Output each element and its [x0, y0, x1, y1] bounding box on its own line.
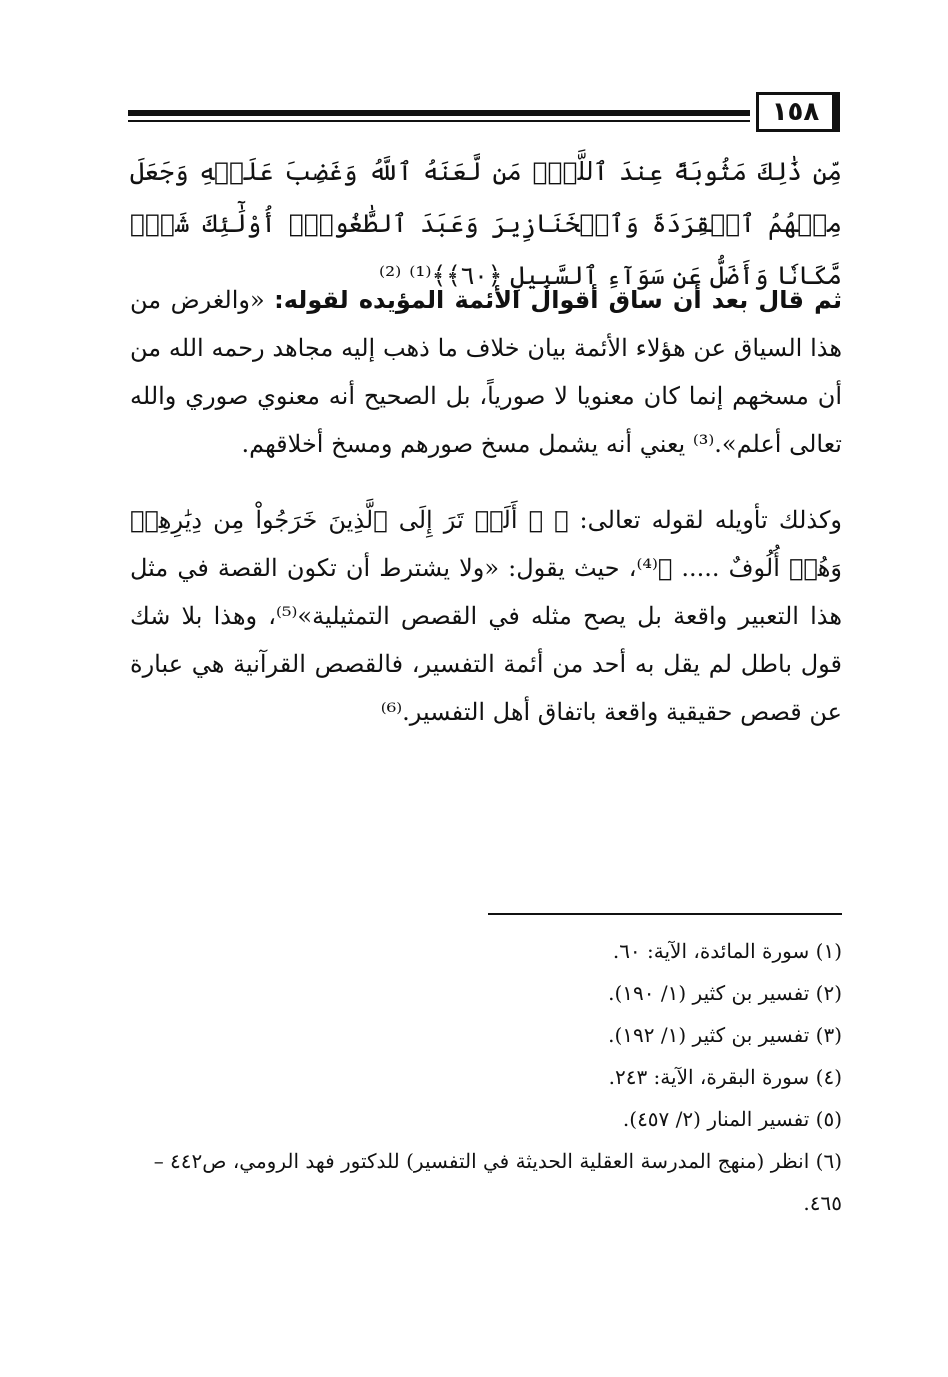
footnotes	[130, 930, 842, 1224]
quran-verse: مِّن ذَٰلِكَ مَثُوبَةً عِندَ ٱللَّهِۚ مَن لَّعَنَهُ ٱللَّهُ وَغَضِبَ عَلَيۡهِ وَجَعَلَ مِنۡهُمُ ٱلۡقِرَدَةَ وَٱلۡخَنَازِيرَ وَعَبَدَ ٱلطَّٰغُوتَۚ أُوْلَٰٓئِكَ شَرّٞ مَّكَانٗا وَأَضَلُّ عَن سَوَآءِ ٱلسَّبِيلِ ﴿٦٠﴾﴾⁽¹⁾ ⁽²⁾	[130, 157, 842, 290]
header-rule-thin	[128, 120, 750, 122]
paragraph-1-text: «والغرض من هذا السياق عن هؤلاء الأئمة بيان خلاف ما ذهب إليه مجاهد رحمه الله من أن مسخهم إنما كان معنويا لا صورياً، بل الصحيح أنه معنوي صوري والله تعالى أعلم».⁽³⁾ يعني أنه يشمل مسخ صورهم ومسخ أخلاقهم.	[130, 286, 842, 458]
footnote-1: (١) سورة المائدة، الآية: ٦٠.	[612, 939, 842, 963]
paragraph-2	[130, 496, 842, 736]
paragraph-1	[130, 276, 842, 468]
footnote-divider	[488, 913, 842, 915]
page-number: ١٥٨	[756, 92, 840, 132]
footnote-2: (٢) تفسير بن كثير (١/ ١٩٠).	[608, 981, 842, 1005]
paragraph-2-text: وكذلك تأويله لقوله تعالى: ﴿ ۞ أَلَمۡ تَرَ إِلَى ٱلَّذِينَ خَرَجُواْ مِن دِيَٰرِهِمۡ وَهُمۡ أُلُوفٌ ..... ﴾⁽⁴⁾، حيث يقول: «ولا يشترط أن تكون القصة في مثل هذا التعبير واقعة بل يصح مثله في القصص التمثيلية»⁽⁵⁾، وهذا بلا شك قول باطل لم يقل به أحد من أئمة التفسير، فالقصص القرآنية هي عبارة عن قصص حقيقية واقعة باتفاق أهل التفسير.⁽⁶⁾	[130, 506, 843, 726]
paragraph-1-lead: ثم قال بعد أن ساق أقوال الأئمة المؤيده لقوله:	[274, 286, 842, 314]
header-rule-thick	[128, 110, 750, 116]
footnote-6: (٦) انظر (منهج المدرسة العقلية الحديثة في التفسير) للدكتور فهد الرومي، ص٤٤٢ – ٤٦٥.	[153, 1149, 842, 1215]
footnote-3: (٣) تفسير بن كثير (١/ ١٩٢).	[608, 1023, 842, 1047]
footnote-4: (٤) سورة البقرة، الآية: ٢٤٣.	[608, 1065, 842, 1089]
footnote-5: (٥) تفسير المنار (٢/ ٤٥٧).	[622, 1107, 842, 1131]
page-header	[128, 92, 840, 136]
